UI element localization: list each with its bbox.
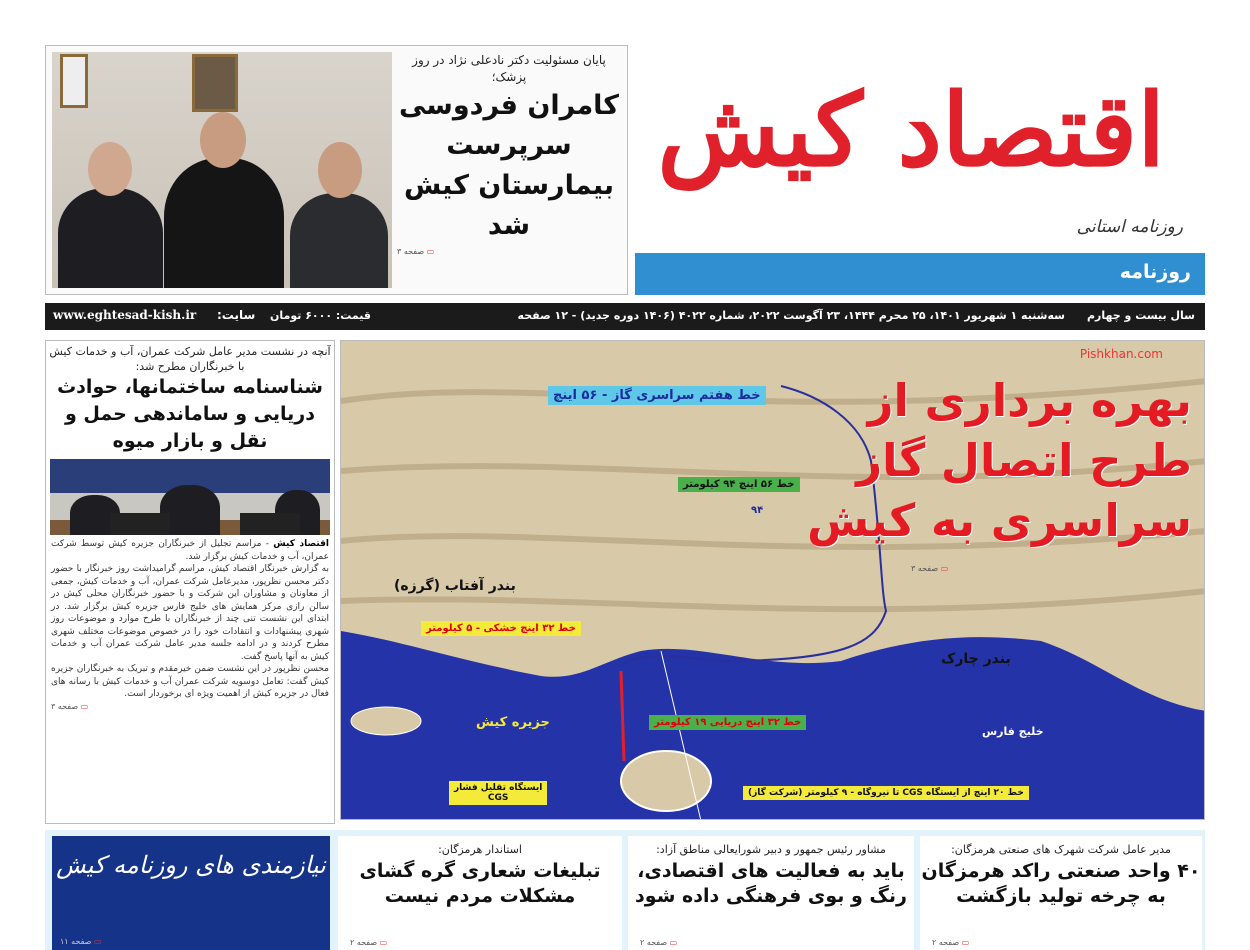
story-kicker: استاندار هرمزگان: xyxy=(438,843,522,856)
label-charak: بندر چارک xyxy=(941,651,1011,667)
meeting-photo xyxy=(50,459,330,535)
label-bandar-aftab: بندر آفتاب (گرزه) xyxy=(394,578,516,594)
page-ref[interactable]: ▭ صفحه ۲ xyxy=(350,937,387,948)
story-headline[interactable]: ۴۰ واحد صنعتی راکد هرمزگان به چرخه تولید بازگشت xyxy=(921,860,1201,907)
map-headline[interactable]: بهره برداری از طرح اتصال گاز سراسری به کیش xyxy=(807,374,1192,547)
lead-kicker: پایان مسئولیت دکتر نادعلی نژاد در روز پزشک؛ xyxy=(412,53,606,84)
page-ref[interactable]: ▭ صفحه ۲ xyxy=(640,937,677,948)
bottom-story xyxy=(338,836,622,950)
masthead xyxy=(635,45,1205,295)
person xyxy=(290,193,388,288)
lead-story-photo xyxy=(52,52,392,288)
label-line20: خط ۲۰ اینچ از ایستگاه CGS تا نیروگاه - ۹ کیلومتر (شرکت گاز) xyxy=(743,786,1029,800)
lead-headline[interactable]: کامران فردوسی سرپرست بیمارستان کیش شد xyxy=(398,90,620,241)
left-story xyxy=(45,340,335,824)
classifieds-title: نیازمندی های روزنامه کیش xyxy=(56,851,326,879)
person-head xyxy=(318,142,362,198)
watermark: Pishkhan.com xyxy=(1079,347,1163,361)
lead-story xyxy=(45,45,628,295)
story-headline[interactable]: باید به فعالیت های اقتصادی، رنگ و بوی فرهنگی داده شود xyxy=(635,860,907,907)
year: سال بیست و چهارم xyxy=(1087,309,1195,322)
story-kicker: مدیر عامل شرکت شهرک های صنعتی هرمزگان: xyxy=(951,843,1171,856)
page-ref[interactable]: ▭ صفحه ۱۱ xyxy=(60,936,102,947)
person-head xyxy=(88,142,132,196)
logo-subtitle: روزنامه استانی xyxy=(1076,217,1183,237)
newspaper-logo: اقتصاد کیش xyxy=(657,71,1165,189)
portrait-frame xyxy=(192,54,238,112)
person xyxy=(164,158,284,288)
kish-island xyxy=(621,751,711,811)
left-headline[interactable]: شناسنامه ساختمانها، حوادث دریایی و ساماندهی حمل و نقل و بازار میوه xyxy=(57,376,323,452)
label-94: ۹۴ xyxy=(751,505,764,516)
price: قیمت: ۶۰۰۰ تومان xyxy=(270,309,371,322)
label-sea32: خط ۳۲ اینچ دریایی ۱۹ کیلومتر xyxy=(649,715,806,730)
label-land32: خط ۳۲ اینچ خشکی - ۵ کیلومتر xyxy=(421,621,581,636)
person xyxy=(58,188,163,288)
label-cgs: ایستگاه تقلیل فشار CGS xyxy=(449,781,547,805)
page-ref[interactable]: ▭ صفحه ۳ xyxy=(911,563,948,574)
masthead-bar-label: روزنامه xyxy=(1119,261,1191,283)
story-headline[interactable]: تبلیغات شعاری گره گشای مشکلات مردم نیست xyxy=(359,860,601,907)
hendurabi-island xyxy=(351,707,421,735)
page-ref[interactable]: ▭ صفحه ۳ xyxy=(397,246,621,257)
story-kicker: مشاور رئیس جمهور و دبیر شورایعالی مناطق آزاد: xyxy=(656,843,886,856)
date-issue: سه‌شنبه ۱ شهریور ۱۴۰۱، ۲۵ محرم ۱۴۴۴، ۲۳ آگوست ۲۰۲۲، شماره ۴۰۲۲ (۱۴۰۶ دوره جدید) - ۱۲ صفحه xyxy=(517,309,1065,322)
label-kish: جزیره کیش xyxy=(476,715,550,730)
flag-frame xyxy=(60,54,88,108)
page-ref[interactable]: ▭ صفحه ۲ xyxy=(932,937,969,948)
bottom-story xyxy=(628,836,914,950)
masthead-bar xyxy=(635,253,1205,295)
bottom-story xyxy=(920,836,1202,950)
left-kicker: آنچه در نشست مدیر عامل شرکت عمران، آب و خدمات کیش با خبرنگاران مطرح شد: xyxy=(49,345,331,373)
classifieds-box[interactable] xyxy=(52,836,330,950)
gas-pipeline-map xyxy=(340,340,1205,820)
person-head xyxy=(200,112,246,168)
left-body: اقتصاد کیش - مراسم تجلیل از خبرنگاران جزیره کیش توسط شرکت عمران، آب و خدمات کیش برگزار شد. به گزارش خبرنگار اقتصاد کیش، مراسم گرامیداشت روز خبرنگار با حضور دکتر محسن نظرپور، مدیرعامل شرکت عمران، آب و خدمات کیش، جمعی از معاونان و مشاوران این شرکت و با حضور خبرنگاران محلی کیش در سالن رازی مرکز همایش های خلیج فارس جزیره کیش برگزار شد. در ابتدای این نشست تنی چند از خبرنگاران با طرح موارد و موضوعات روز شهری پیشنهادات و انتقادات خود را در خصوص موضوعات مختلف شهری مطرح کردند و در ادامه جلسه مدیر عامل شرکت عمران آب و خدمات کیش به آنها پاسخ گفت. محسن نظرپور در این نشست ضمن خیرمقدم و تبریک به خبرنگاران جزیره کیش گفت: تعامل دوسویه شرکت عمران آب و خدمات کیش با رسانه های فعال در جزیره کیش از اهمیت ویژه ای برخوردار است. ▭ صفحه ۳ xyxy=(46,535,334,715)
label-gulf: خلیج فارس xyxy=(982,725,1044,738)
site-label: سایت: xyxy=(217,308,256,322)
page-ref[interactable]: ▭ صفحه ۳ xyxy=(51,701,329,712)
label-line7: خط هفتم سراسری گاز - ۵۶ اینچ xyxy=(548,386,766,405)
monitor xyxy=(240,513,300,535)
label-line56: خط ۵۶ اینچ ۹۴ کیلومتر xyxy=(678,477,800,492)
monitor xyxy=(110,513,170,535)
site-url[interactable]: www.eghtesad-kish.ir xyxy=(53,308,197,322)
info-bar xyxy=(45,303,1205,330)
